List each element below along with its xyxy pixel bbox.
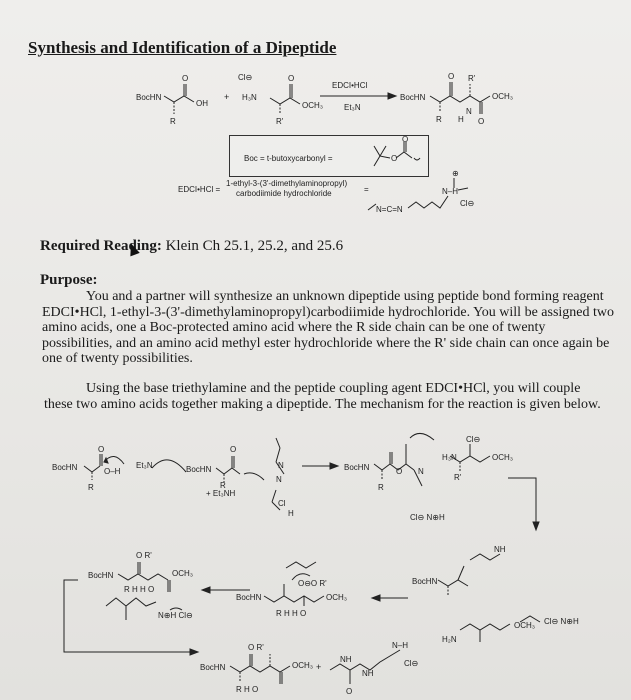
required-reading-text: Klein Ch 25.1, 25.2, and 25.6 <box>165 238 344 254</box>
reagent-base: Et₃N <box>344 103 361 112</box>
reactant1-bochn: BocHN <box>136 93 162 102</box>
product-ome: OCH₃ <box>492 92 514 101</box>
edci-chloride: Cl⊖ <box>460 199 475 208</box>
svg-text:O: O <box>391 154 398 163</box>
svg-text:NH: NH <box>362 669 374 678</box>
svg-text:Cl: Cl <box>278 499 286 508</box>
edci-definition-drawing <box>176 166 476 216</box>
svg-text:Cl⊖ N⊕H: Cl⊖ N⊕H <box>410 513 445 522</box>
svg-text:H: H <box>288 509 294 518</box>
svg-text:O: O <box>182 74 189 83</box>
purpose-paragraph-2: Using the base triethylamine and the peptide coupling agent EDCI•HCl, you will couple these two amino acids together making a dipeptide. The mechanism for the reaction is given below. <box>44 381 601 412</box>
product-r: R <box>436 115 442 124</box>
step1-base: Et₃N <box>136 461 153 470</box>
step2-byproduct: + Et₃NH <box>206 489 236 498</box>
final-product-ome: OCH₃ <box>292 661 314 670</box>
reagent-edci: EDCI•HCl <box>332 81 368 90</box>
svg-text:N: N <box>418 467 424 476</box>
svg-text:N: N <box>278 461 284 470</box>
step4-amine: H₃N <box>442 453 457 462</box>
final-plus: + <box>316 662 322 672</box>
step4-rp: R' <box>454 473 462 482</box>
svg-text:O: O <box>98 445 105 454</box>
svg-text:N: N <box>466 107 472 116</box>
step1-oh: O–H <box>104 467 121 476</box>
svg-text:H₂N: H₂N <box>442 635 457 644</box>
chloride-label: Cl⊖ <box>238 73 253 82</box>
mechanism-scheme <box>40 430 600 698</box>
step4-ome: OCH₃ <box>492 453 514 462</box>
required-reading-label: Required Reading: <box>40 238 162 254</box>
required-reading <box>40 238 343 255</box>
step1-bochn: BocHN <box>52 463 78 472</box>
svg-text:O: O <box>396 467 403 476</box>
svg-text:O: O <box>288 74 295 83</box>
boc-definition-text: Boc = t-butoxycarbonyl = <box>244 154 333 163</box>
step2-bochn: BocHN <box>186 465 212 474</box>
svg-text:N–H: N–H <box>392 641 409 650</box>
step3-bochn: BocHN <box>344 463 370 472</box>
purpose-paragraph-1: You and a partner will synthesize an unknown dipeptide using peptide bond forming reagent EDCI•HCl, 1-ethyl-3-(3'-dimethylaminopropyl)carbodiimide hydrochloride. You will be assigned two amino acids, one a Boc-protected amino acid where the R side chain can be one of twenty possibilities, and an amino acid methyl ester hydrochloride where the R' side chain can once again be one of twenty possibilities. <box>42 289 614 366</box>
svg-text:O: O <box>478 117 485 126</box>
row2-product-labels: R H H O <box>124 585 155 594</box>
svg-text:N⊕H Cl⊖: N⊕H Cl⊖ <box>158 611 193 620</box>
product-rp: R' <box>468 74 476 83</box>
final-chloride: Cl⊖ <box>404 659 419 668</box>
row2-product-bochn: BocHN <box>88 571 114 580</box>
edci-name-line2: carbodiimide hydrochloride <box>236 189 332 198</box>
purpose-heading: Purpose: <box>40 272 98 288</box>
reactant1-r: R <box>170 117 176 126</box>
plus-sign: + <box>224 92 230 102</box>
svg-text:O: O <box>230 445 237 454</box>
svg-text:R H O: R H O <box>236 685 259 694</box>
reactant1-oh: OH <box>196 99 208 108</box>
reactant2-r: R' <box>276 117 284 126</box>
edci-name-line1: 1-ethyl-3-(3'-dimethylaminopropyl) <box>226 179 348 188</box>
svg-text:⊕: ⊕ <box>452 169 459 178</box>
edci-label: EDCI•HCl = <box>178 185 221 194</box>
row2-right-bochn: BocHN <box>412 577 438 586</box>
product-bochn: BocHN <box>400 93 426 102</box>
svg-text:R H H O: R H H O <box>276 609 307 618</box>
svg-text:O⊖O R': O⊖O R' <box>298 579 327 588</box>
reactant2-ome: OCH₃ <box>302 101 324 110</box>
svg-text:O: O <box>346 687 353 696</box>
product-h: H <box>458 115 464 124</box>
svg-text:O: O <box>448 72 455 81</box>
svg-text:O R': O R' <box>136 551 152 560</box>
svg-text:N: N <box>276 475 282 484</box>
final-product-bochn: BocHN <box>200 663 226 672</box>
svg-text:=: = <box>364 185 369 194</box>
mechanism-drawing <box>40 430 600 698</box>
svg-text:O: O <box>402 136 409 144</box>
step3-r: R <box>378 483 384 492</box>
svg-text:Cl⊖ N⊕H: Cl⊖ N⊕H <box>544 617 579 626</box>
svg-text:Cl⊖: Cl⊖ <box>466 435 481 444</box>
step1-r: R <box>88 483 94 492</box>
edci-definition <box>176 166 476 216</box>
ammonium-label: N–H <box>442 187 459 196</box>
top-reaction-scheme <box>130 66 550 136</box>
row2-mid-bochn: BocHN <box>236 593 262 602</box>
svg-text:O R': O R' <box>248 643 264 652</box>
row2-right-ome: OCH₃ <box>514 621 536 630</box>
page-title: Synthesis and Identification of a Dipeptide <box>28 38 337 57</box>
row2-mid-ome: OCH₃ <box>326 593 348 602</box>
final-urea-nh: NH <box>340 655 352 664</box>
carbodiimide-label: N=C=N <box>376 205 403 214</box>
reactant2-amine: H₃N <box>242 93 257 102</box>
top-reaction-drawing <box>130 66 550 136</box>
step2-r: R <box>220 481 226 490</box>
svg-text:NH: NH <box>494 545 506 554</box>
row2-product-ome: OCH₃ <box>172 569 194 578</box>
